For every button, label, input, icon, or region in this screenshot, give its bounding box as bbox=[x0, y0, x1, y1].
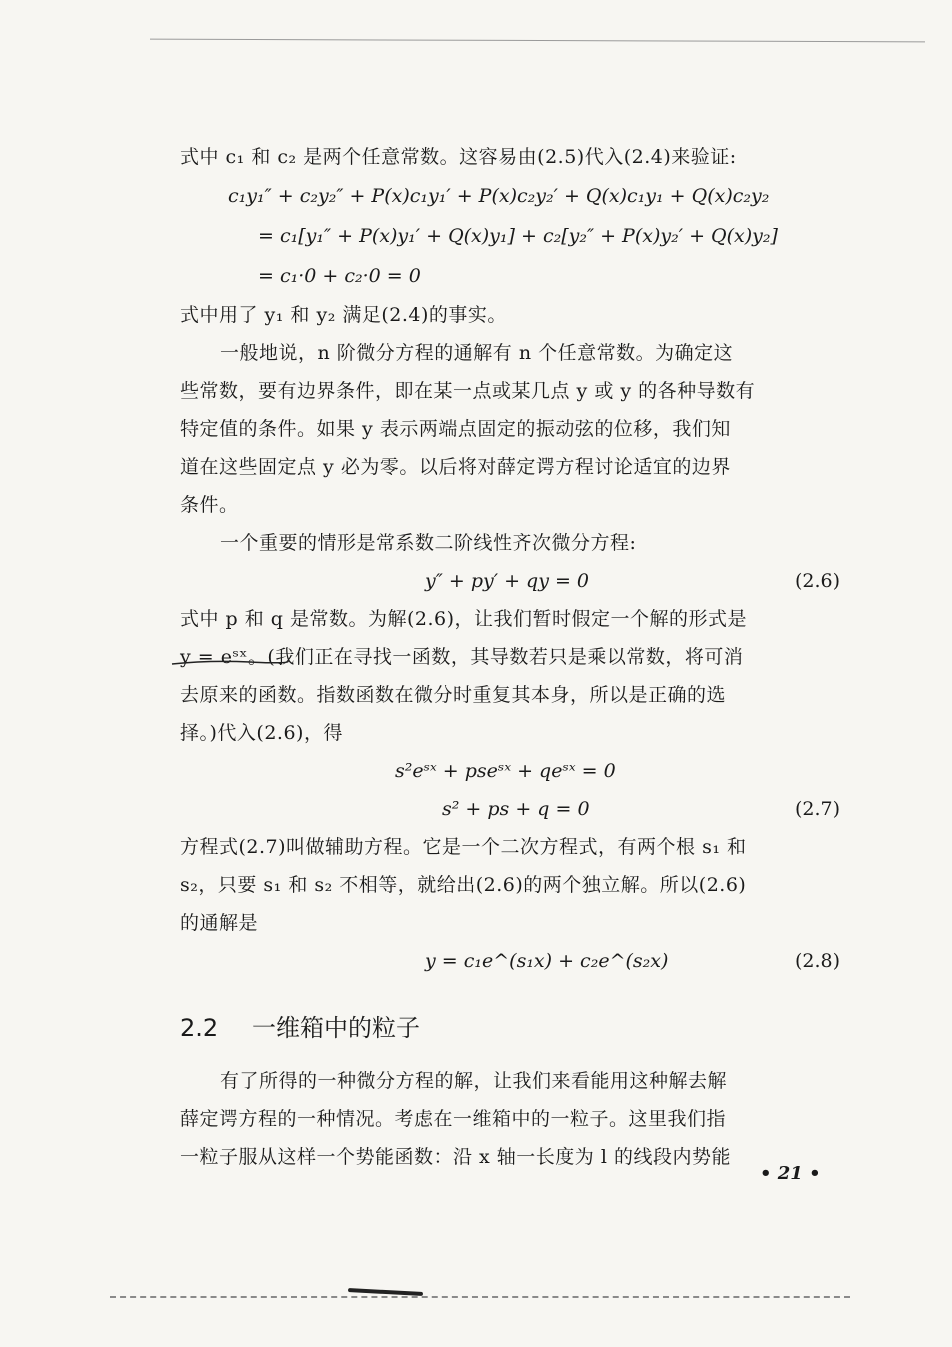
page-number: • 21 • bbox=[760, 1163, 821, 1184]
equation-expression: y = c₁e^(s₁x) + c₂e^(s₂x) bbox=[425, 950, 669, 972]
text-line: 式中 c₁ 和 c₂ 是两个任意常数。这容易由(2.5)代入(2.4)来验证: bbox=[180, 146, 737, 168]
equation-2-7a bbox=[180, 752, 840, 790]
text-line: 的通解是 bbox=[180, 912, 259, 934]
equation-line: c₁y₁″ + c₂y₂″ + P(x)c₁y₁′ + P(x)c₂y₂′ + Q(x)c₁y₁ + Q(x)c₂y₂ bbox=[228, 185, 770, 207]
handwritten-underline bbox=[170, 658, 290, 666]
text-line: 择。)代入(2.6)，得 bbox=[180, 722, 343, 744]
text-line: y = eˢˣ。(我们正在寻找一函数，其导数若只是乘以常数，将可消 bbox=[180, 646, 744, 668]
equation-expression: s²eˢˣ + pseˢˣ + qeˢˣ = 0 bbox=[395, 760, 616, 782]
text-line: 一个重要的情形是常系数二阶线性齐次微分方程: bbox=[220, 532, 637, 554]
scan-edge-line bbox=[110, 1296, 850, 1298]
text-line: 薛定谔方程的一种情况。考虑在一维箱中的一粒子。这里我们指 bbox=[180, 1108, 727, 1130]
text-line: 一粒子服从这样一个势能函数：沿 x 轴一长度为 l 的线段内势能 bbox=[180, 1146, 731, 1168]
equation-expression: s² + ps + q = 0 bbox=[442, 798, 590, 820]
section-number: 2.2 bbox=[180, 1014, 219, 1042]
text-line: 一般地说，n 阶微分方程的通解有 n 个任意常数。为确定这 bbox=[220, 342, 734, 364]
equation-expression: y″ + py′ + qy = 0 bbox=[425, 570, 590, 592]
text-line: 方程式(2.7)叫做辅助方程。它是一个二次方程式，有两个根 s₁ 和 bbox=[180, 836, 747, 858]
equation-line: = c₁·0 + c₂·0 = 0 bbox=[258, 265, 421, 287]
equation-number: (2.6) bbox=[794, 570, 840, 592]
equation-line: = c₁[y₁″ + P(x)y₁′ + Q(x)y₁] + c₂[y₂″ + P(x)y₂′ + Q(x)y₂] bbox=[258, 225, 778, 247]
document-page bbox=[180, 138, 840, 1176]
equation-2-7b bbox=[180, 790, 840, 828]
text-line: 条件。 bbox=[180, 494, 239, 516]
section-heading bbox=[180, 998, 840, 1058]
text-line: 道在这些固定点 y 必为零。以后将对薛定谔方程讨论适宜的边界 bbox=[180, 456, 731, 478]
text-line: 特定值的条件。如果 y 表示两端点固定的振动弦的位移，我们知 bbox=[180, 418, 731, 440]
text-line: 些常数，要有边界条件，即在某一点或某几点 y 或 y 的各种导数有 bbox=[180, 380, 756, 402]
text-line: 式中 p 和 q 是常数。为解(2.6)，让我们暂时假定一个解的形式是 bbox=[180, 608, 748, 630]
equation-number: (2.8) bbox=[794, 950, 840, 972]
text-line: 式中用了 y₁ 和 y₂ 满足(2.4)的事实。 bbox=[180, 304, 507, 326]
text-line: 有了所得的一种微分方程的解，让我们来看能用这种解去解 bbox=[220, 1070, 728, 1092]
text-line: s₂，只要 s₁ 和 s₂ 不相等，就给出(2.6)的两个独立解。所以(2.6) bbox=[180, 874, 747, 896]
section-title: 一维箱中的粒子 bbox=[252, 1014, 420, 1042]
text-line: 去原来的函数。指数函数在微分时重复其本身，所以是正确的选 bbox=[180, 684, 727, 706]
scan-edge-line bbox=[150, 39, 925, 43]
equation-2-6 bbox=[180, 562, 840, 600]
equation-2-8 bbox=[180, 942, 840, 980]
scan-edge-mark bbox=[348, 1288, 423, 1296]
equation-number: (2.7) bbox=[794, 798, 840, 820]
